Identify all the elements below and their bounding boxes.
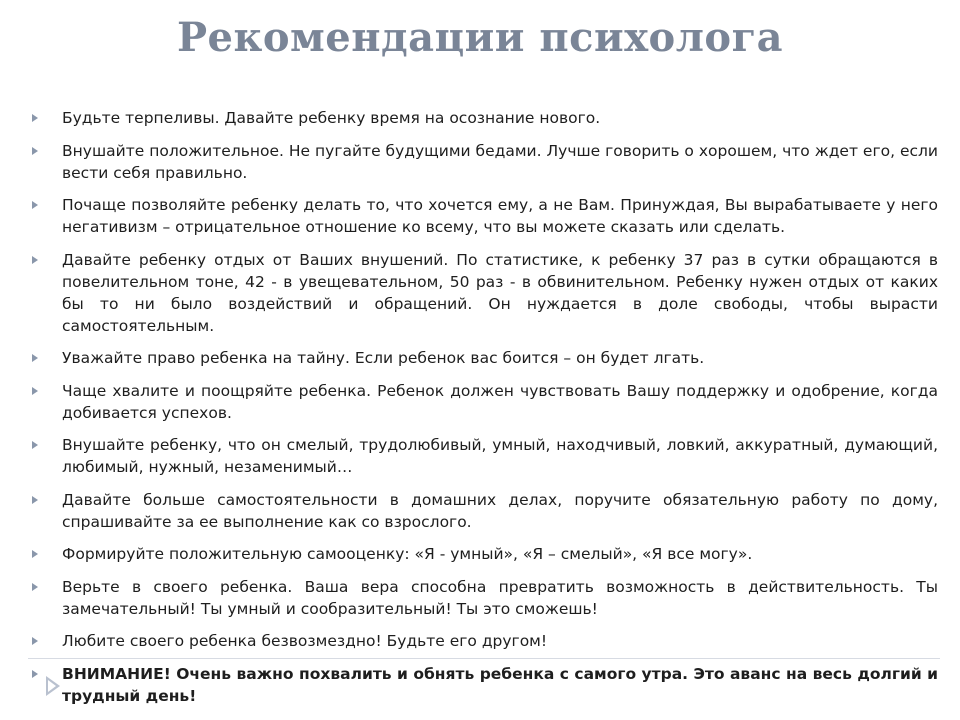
list-item bbox=[32, 194, 938, 238]
list-item-text: ВНИМАНИЕ! Очень важно похвалить и обнять ребенка с самого утра. Это аванс на весь долгий и трудный день! bbox=[62, 664, 938, 705]
list-item-text: Будьте терпеливы. Давайте ребенку время на осознание нового. bbox=[62, 109, 601, 127]
triangle-bullet-icon bbox=[32, 147, 38, 155]
list-item bbox=[32, 630, 938, 652]
list-item-text: Давайте ребенку отдых от Ваших внушений. По статистике, к ребенку 37 раз в сутки обращаются в повелительном тоне, 42 - в увещевательном, 50 раз - в обвинительном. Ребенку нужен отдых от каких бы то ни было воздействий и обращений. Он нуждается в доле свободы, чтобы вырасти самостоятельным. bbox=[62, 250, 938, 335]
list-item-text: Верьте в своего ребенка. Ваша вера способна превратить возможность в действительность. Ты замечательный! Ты умный и сообразительный! Ты это сможешь! bbox=[62, 577, 938, 618]
list-item bbox=[32, 434, 938, 478]
triangle-bullet-icon bbox=[32, 583, 38, 591]
triangle-bullet-icon bbox=[32, 387, 38, 395]
slide-title: Рекомендации психолога bbox=[176, 14, 784, 61]
triangle-bullet-icon bbox=[32, 670, 38, 678]
triangle-bullet-icon bbox=[32, 201, 38, 209]
list-item-text: Внушайте ребенку, что он смелый, трудолюбивый, умный, находчивый, ловкий, аккуратный, думающий, любимый, нужный, незаменимый… bbox=[62, 436, 938, 476]
triangle-bullet-icon bbox=[32, 256, 38, 264]
triangle-bullet-icon bbox=[32, 354, 38, 362]
list-item-text: Любите своего ребенка безвозмездно! Будьте его другом! bbox=[62, 632, 548, 650]
list-item bbox=[32, 543, 938, 565]
list-item bbox=[32, 249, 938, 337]
list-item bbox=[32, 380, 938, 424]
triangle-bullet-icon bbox=[32, 637, 38, 645]
list-item-text: Формируйте положительную самооценку: «Я - умный», «Я – смелый», «Я все могу». bbox=[62, 545, 753, 563]
list-item bbox=[32, 576, 938, 620]
list-item bbox=[32, 140, 938, 184]
triangle-bullet-icon bbox=[32, 114, 38, 122]
list-item-text: Почаще позволяйте ребенку делать то, что хочется ему, а не Вам. Принуждая, Вы вырабатываете у него негативизм – отрицательное отношение ко всему, что вы можете сказать или сделать. bbox=[62, 196, 938, 236]
next-slide-arrow-icon[interactable] bbox=[46, 676, 60, 696]
recommendations-list bbox=[32, 107, 938, 717]
triangle-bullet-icon bbox=[32, 550, 38, 558]
triangle-bullet-icon bbox=[32, 441, 38, 449]
list-item-text: Уважайте право ребенка на тайну. Если ребенок вас боится – он будет лгать. bbox=[62, 349, 705, 367]
triangle-bullet-icon bbox=[32, 496, 38, 504]
list-item-text: Внушайте положительное. Не пугайте будущими бедами. Лучше говорить о хорошем, что ждет его, если вести себя правильно. bbox=[62, 141, 938, 182]
list-item bbox=[32, 107, 938, 129]
footer-divider bbox=[28, 658, 940, 659]
list-item-text: Чаще хвалите и поощряйте ребенка. Ребенок должен чувствовать Вашу поддержку и одобрение, когда добивается успехов. bbox=[62, 381, 938, 422]
list-item bbox=[32, 347, 938, 369]
list-item-text: Давайте больше самостоятельности в домашних делах, поручите обязательную работу по дому, спрашивайте за ее выполнение как со взрослого. bbox=[62, 490, 938, 531]
list-item-attention bbox=[32, 663, 938, 707]
list-item bbox=[32, 489, 938, 533]
